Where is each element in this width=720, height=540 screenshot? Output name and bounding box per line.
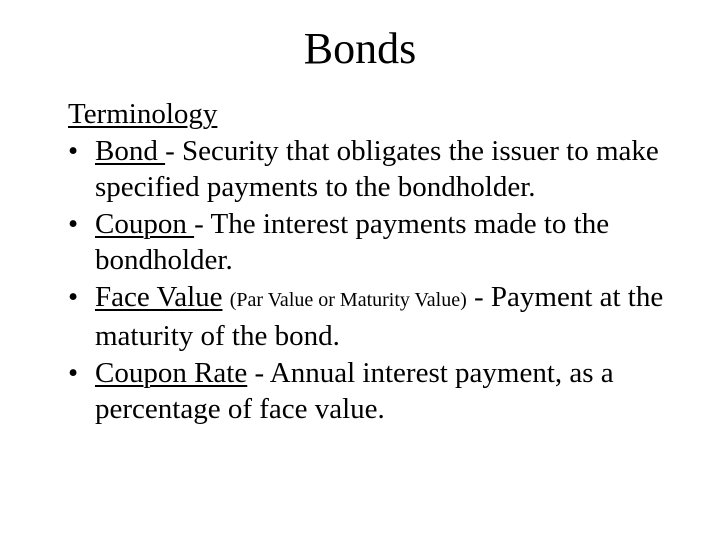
- slide-title: Bonds: [303, 24, 417, 73]
- bullet-icon: •: [68, 207, 79, 240]
- list-item-coupon: [68, 206, 708, 279]
- terminology-heading: Terminology: [68, 98, 218, 130]
- face-value-note-spacer: [223, 281, 230, 313]
- definition-coupon-rate: - Annual interest payment, as a percentage of face value.: [95, 356, 614, 425]
- terminology-list: [68, 133, 708, 428]
- list-item-bond: [68, 133, 708, 206]
- definition-bond: - Security that obligates the issuer to make specified payments to the bondholder.: [95, 134, 659, 203]
- term-coupon-rate: Coupon Rate: [95, 356, 248, 389]
- term-face-value: Face Value: [95, 280, 223, 313]
- bullet-icon: •: [68, 134, 79, 167]
- definition-face-value: - Payment at the maturity of the bond.: [95, 280, 664, 352]
- list-item-face-value: [68, 279, 708, 355]
- face-value-note: (Par Value or Maturity Value): [229, 288, 467, 311]
- term-coupon: Coupon: [95, 207, 195, 240]
- list-item-coupon-rate: [68, 355, 708, 428]
- definition-coupon: - The interest payments made to the bondholder.: [95, 207, 610, 276]
- term-bond: Bond: [95, 134, 166, 167]
- slide-content: [68, 96, 708, 428]
- bullet-icon: •: [68, 280, 79, 313]
- bullet-icon: •: [68, 356, 79, 389]
